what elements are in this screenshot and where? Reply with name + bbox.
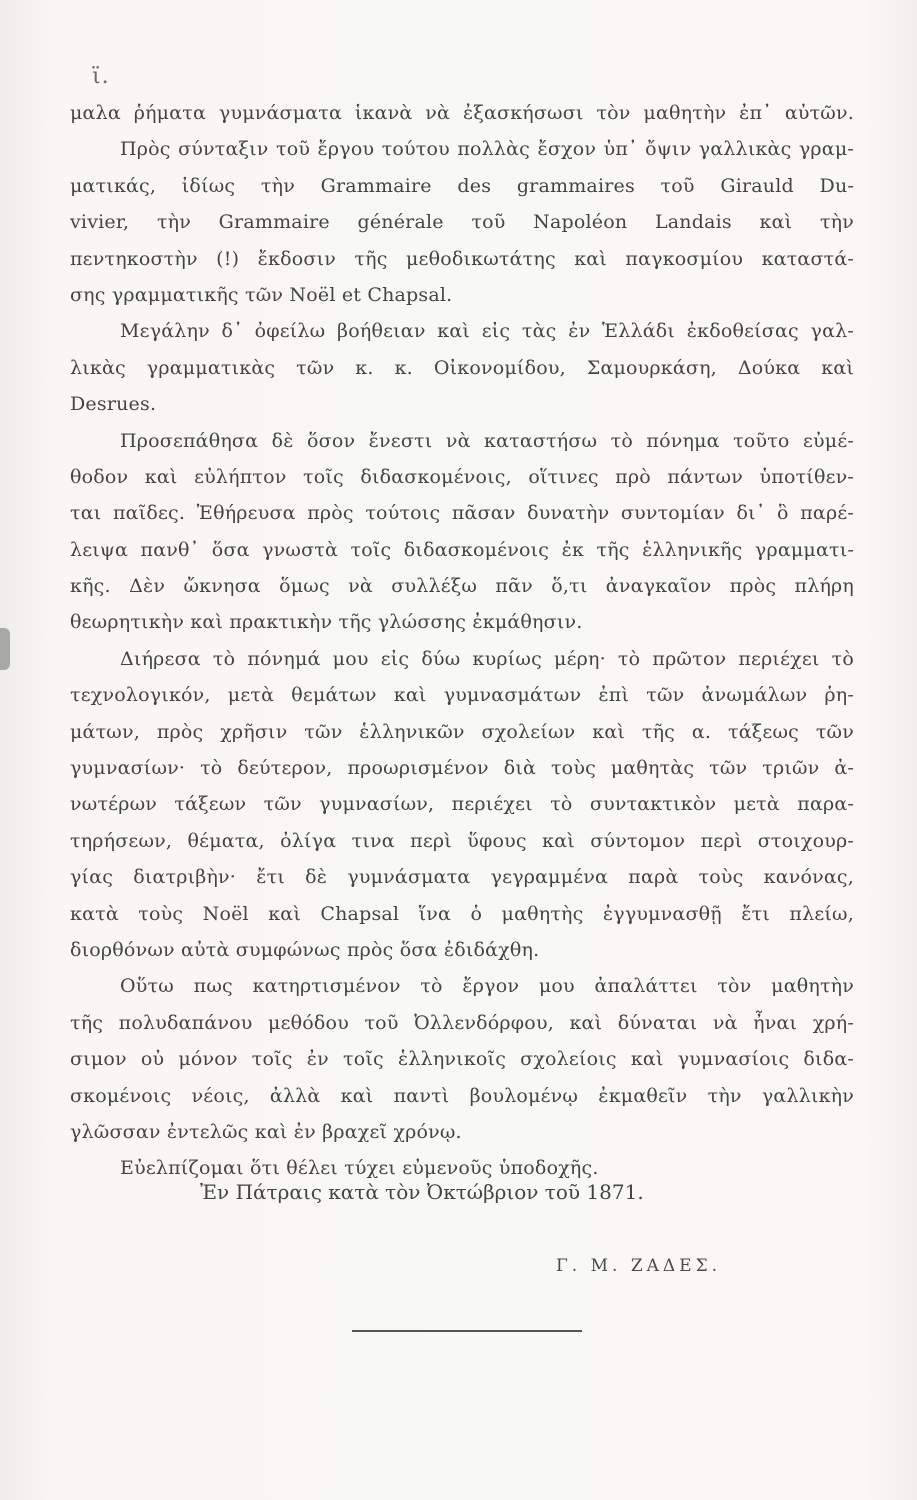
text-line: τηρήσεων, θέματα, ὀλίγα τινα περὶ ὕφους καὶ σύντομον περὶ στοιχουρ- <box>70 829 854 852</box>
text-line: σιμον οὐ μόνον τοῖς ἐν τοῖς ἑλληνικοῖς σχολείοις καὶ γυμνασίοις διδα- <box>70 1048 854 1071</box>
text-line: Οὕτω πως κατηρτισμένον τὸ ἔργον μου ἀπαλάττει τὸν μαθητὴν <box>120 975 854 998</box>
place-date: Ἐν Πάτραις κατὰ τὸν Ὀκτώβριον τοῦ 1871. <box>200 1180 644 1204</box>
text-line: κῆς. Δὲν ὤκνησα ὅμως νὰ συλλέξω πᾶν ὅ,τι ἀναγκαῖον πρὸς πλήρη <box>70 575 854 598</box>
text-line: κατὰ τοὺς Noël καὶ Chapsal ἵνα ὁ μαθητὴς ἐγγυμνασθῇ ἔτι πλείω, <box>70 902 854 925</box>
page-number: ϊ. <box>92 64 110 89</box>
text-line: τεχνολογικόν, μετὰ θεμάτων καὶ γυμνασμάτων ἐπὶ τῶν ἀνωμάλων ῥη- <box>70 684 854 707</box>
text-line: Πρὸς σύνταξιν τοῦ ἔργου τούτου πολλὰς ἔσχον ὑπ᾽ ὄψιν γαλλικὰς γραμ- <box>120 138 854 161</box>
text-line: σης γραμματικῆς τῶν Noël et Chapsal. <box>70 283 453 306</box>
text-line: Desrues. <box>70 393 157 416</box>
text-line: θοδον καὶ εὐλήπτον τοῖς διδασκομένοις, οἵτινες πρὸ πάντων ὑποτίθεν- <box>70 465 854 488</box>
text-line: ται παῖδες. Ἐθήρευσα πρὸς τούτοις πᾶσαν δυνατὴν συντομίαν δι᾽ ὃ παρέ- <box>70 502 854 525</box>
text-line: γλῶσσαν ἐντελῶς καὶ ἐν βραχεῖ χρόνῳ. <box>70 1120 462 1143</box>
text-line: θεωρητικὴν καὶ πρακτικὴν τῆς γλώσσης ἐκμάθησιν. <box>70 611 583 634</box>
text-line: διορθόνων αὐτὰ συμφώνως πρὸς ὅσα ἐδιδάχθη. <box>70 938 540 961</box>
text-line: γίας διατριβὴν· ἔτι δὲ γυμνάσματα γεγραμμένα παρὰ τοὺς κανόνας, <box>70 866 854 889</box>
text-line: ματικάς, ἰδίως τὴν Grammaire des grammaires τοῦ Girauld Du- <box>70 174 854 197</box>
text-line: vivier, τὴν Grammaire générale τοῦ Napoléon Landais καὶ τὴν <box>70 211 854 234</box>
text-line: μαλα ῥήματα γυμνάσματα ἱκανὰ νὰ ἐξασκήσωσι τὸν μαθητὴν ἐπ᾽ αὐτῶν. <box>70 102 854 124</box>
closing-rule <box>352 1330 582 1332</box>
text-line: Διήρεσα τὸ πόνημά μου εἰς δύω κυρίως μέρη· τὸ πρῶτον περιέχει τὸ <box>120 647 854 670</box>
text-line: μάτων, πρὸς χρῆσιν τῶν ἑλληνικῶν σχολείων καὶ τῆς α. τάξεως τῶν <box>70 720 854 743</box>
text-line: Μεγάλην δ᾽ ὀφείλω βοήθειαν καὶ εἰς τὰς ἐν Ἑλλάδι ἐκδοθείσας γαλ- <box>120 320 854 343</box>
binding-mark <box>0 628 10 670</box>
text-line: Εὐελπίζομαι ὅτι θέλει τύχει εὐμενοῦς ὑποδοχῆς. <box>120 1157 599 1180</box>
text-line: σκομένοις νέοις, ἀλλὰ καὶ παντὶ βουλομένῳ ἐκμαθεῖν τὴν γαλλικὴν <box>70 1084 854 1107</box>
text-line: λειψα πανθ᾽ ὅσα γνωστὰ τοῖς διδασκομένοις ἐκ τῆς ἑλληνικῆς γραμματι- <box>70 538 854 561</box>
author-signature: Γ. Μ. ΖΑΔΕΣ. <box>556 1256 722 1276</box>
text-line: γυμνασίων· τὸ δεύτερον, προωρισμένον διὰ τοὺς μαθητὰς τῶν τριῶν ἀ- <box>70 757 854 780</box>
text-line: λικὰς γραμματικὰς τῶν κ. κ. Οἰκονομίδου, Σαμουρκάση, Δούκα καὶ <box>70 356 854 379</box>
text-line: νωτέρων τάξεων τῶν γυμνασίων, περιέχει τὸ συντακτικὸν μετὰ παρα- <box>70 793 854 816</box>
text-line: Προσεπάθησα δὲ ὅσον ἔνεστι νὰ καταστήσω τὸ πόνημα τοῦτο εὐμέ- <box>120 429 854 452</box>
preface-body <box>70 95 854 1187</box>
text-line: πεντηκοστὴν (!) ἔκδοσιν τῆς μεθοδικωτάτης καὶ παγκοσμίου καταστά- <box>70 247 854 270</box>
text-line: τῆς πολυδαπάνου μεθόδου τοῦ Ὀλλενδόρφου, καὶ δύναται νὰ ἦναι χρή- <box>70 1011 854 1034</box>
